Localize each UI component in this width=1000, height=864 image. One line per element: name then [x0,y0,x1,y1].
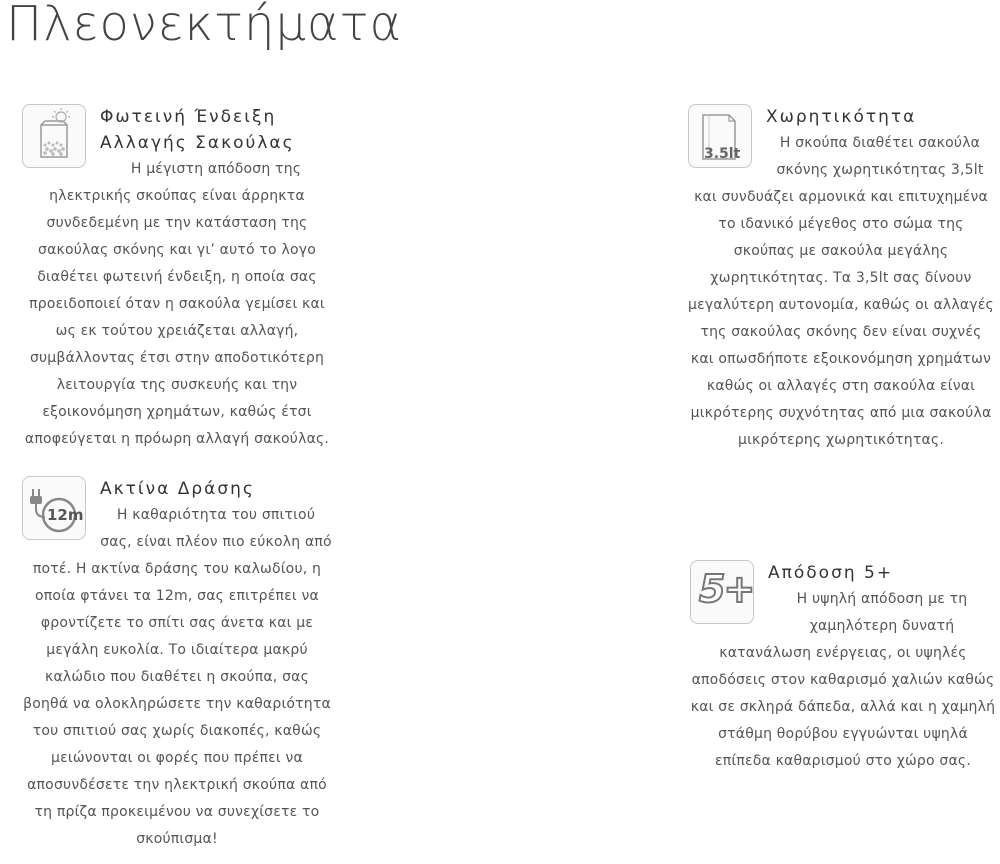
reach-label: 12m [47,506,84,524]
feature-cable-reach [22,476,332,853]
feature-text: Η υψηλή απόδοση με τη χαμηλότερη δυνατή κατανάλωση ενέργειας, οι υψηλές αποδόσεις στον καθαρισμό χαλιών καθώς και σε σκληρά δάπεδα, αλλά και η χαμηλή στάθμη θορύβου εγγυώνται υψηλά επίπεδα καθαρισμού στο χώρο σας. [690,591,996,769]
performance-5plus-icon [690,560,754,624]
capacity-label: 3.5lt [704,146,741,162]
feature-performance [690,560,996,775]
feature-bag-indicator [22,104,332,453]
bag-indicator-light-icon [22,104,86,168]
feature-text: Η σκούπα διαθέτει σακούλα σκόνης χωρητικότητας 3,5lt και συνδυάζει αρμονικά και επιτυχημένα το ιδανικό μέγεθος στο σώμα της σκούπας με σακούλα μεγάλης χωρητικότητας. Τα 3,5lt σας δίνουν μεγαλύτερη αυτονομία, καθώς οι αλλαγές της σακούλας σκόνης δεν είναι συχνές και οπωσδήποτε εξοικονόμηση χρημάτων καθώς οι αλλαγές στη σακούλα είναι μικρότερης συχνότητας από μια σακούλα μικρότερης χωρητικότητας. [688,135,994,448]
cable-reach-icon [22,476,86,540]
feature-text: Η καθαριότητα του σπιτιού σας, είναι πλέον πιο εύκολη από ποτέ. Η ακτίνα δράσης του καλωδίου, η οποία φτάνει τα 12m, σας επιτρέπει να φροντίζετε το σπίτι σας άνετα και με μεγάλη ευκολία. Το ιδιαίτερα μακρύ καλώδιο που διαθέτει η σκούπα, σας βοηθά να ολοκληρώσετε την καθαριότητα του σπιτιού σας χωρίς διακοπές, καθώς μειώνονται οι φορές που πρέπει να αποσυνδέσετε την ηλεκτρική σκούπα από τη πρίζα προκειμένου να συνεχίσετε το σκούπισμα! [23,507,332,847]
feature-text: Η μέγιστη απόδοση της ηλεκτρικής σκούπας είναι άρρηκτα συνδεδεμένη με την κατάσταση της σακούλας σκόνης και γι’ αυτό το λογο διαθέτει φωτεινή ένδειξη, η οποία σας προειδοποιεί όταν η σακούλα γεμίσει και ως εκ τούτου χρειάζεται αλλαγή, συμβάλλοντας έτσι στην αποδοτικότερη λειτουργία της συσκευής και την εξοικονόμηση χρημάτων, καθώς έτσι αποφεύγεται η πρόωρη αλλαγή σακούλας. [24,161,330,447]
feature-title: Απόδοση 5+ [768,563,894,583]
feature-title: Φωτεινή Ένδειξη Αλλαγής Σακούλας [100,107,295,153]
performance-label: 5+ [699,567,754,611]
feature-title: Χωρητικότητα [766,107,917,127]
feature-title: Ακτίνα Δράσης [100,479,255,499]
feature-capacity [688,104,994,454]
page-title: Πλεονεκτήματα [6,0,403,52]
bag-capacity-icon [688,104,752,168]
